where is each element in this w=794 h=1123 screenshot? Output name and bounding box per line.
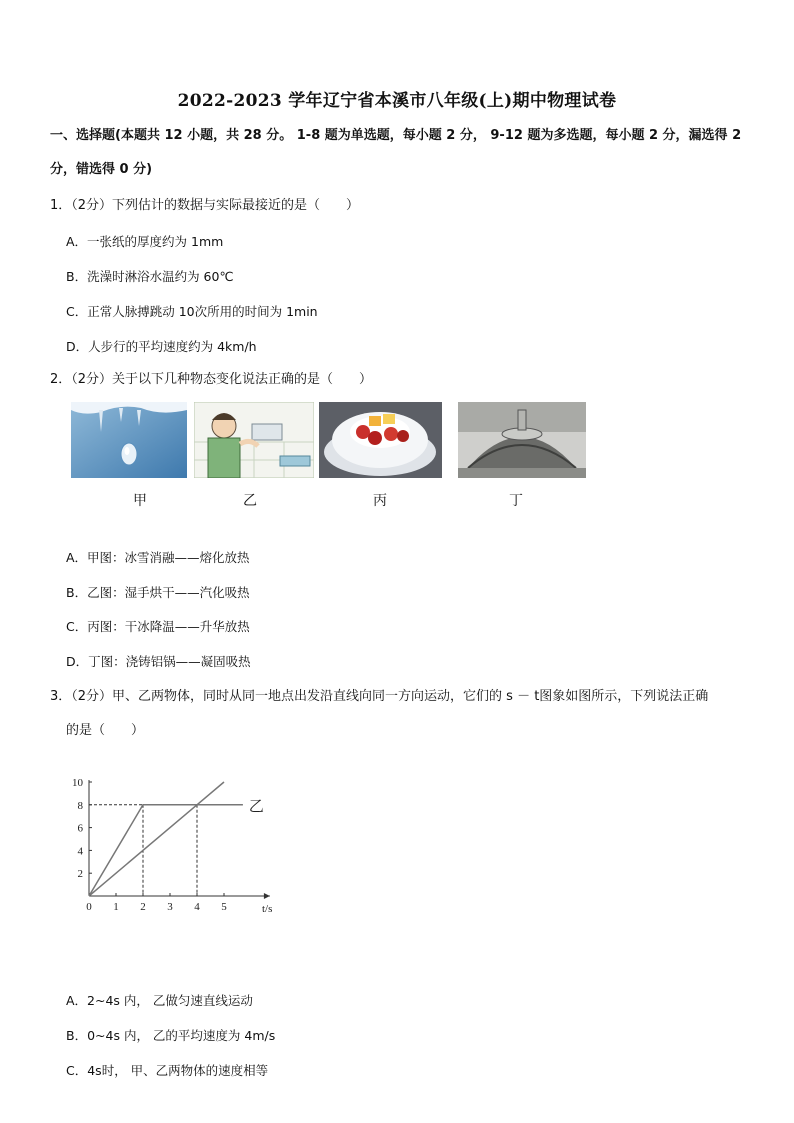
x-tick-label: 3 (167, 901, 173, 913)
y-tick-label: 4 (77, 845, 83, 858)
question-3-option-b: B．0~4s 内， 乙的平均速度为 4m/s (66, 1028, 276, 1043)
question-3-stem-line1: 3．（2分）甲、乙两物体，同时从同一地点出发沿直线向同一方向运动，它们的 s － t图象如图所示，下列说法正确 (50, 689, 709, 704)
section-instructions-line1: 一、选择题(本题共 12 小题，共 28 分。 1-8 题为单选题，每小题 2 分， 9-12 题为多选题，每小题 2 分，漏选得 2 (50, 128, 742, 143)
x-tick-label: 2 (140, 901, 146, 913)
question-1-option-d: D．人步行的平均速度约为 4km/h (66, 339, 257, 354)
question-2-option-c: C．丙图：干冰降温——升华放热 (66, 619, 250, 634)
x-tick-label: 1 (113, 901, 119, 913)
series-line-yi (89, 805, 243, 896)
y-tick-label: 6 (77, 822, 83, 835)
x-tick-label: 0 (86, 901, 92, 913)
y-tick-label: 10 (72, 777, 83, 789)
question-3-stem-line2: 的是（ ） (66, 723, 145, 738)
x-axis-arrow (264, 893, 270, 899)
x-tick-label: 4 (194, 901, 200, 913)
figure-caption-yi: 乙 (243, 493, 257, 509)
figure-caption-ding: 丁 (509, 493, 523, 509)
figure-caption-bing: 丙 (373, 493, 387, 509)
question-1-stem: 1．（2分）下列估计的数据与实际最接近的是（ ） (50, 198, 360, 213)
series-label-yi: 乙 (248, 796, 264, 815)
question-1-option-b: B．洗澡时淋浴水温约为 60℃ (66, 269, 234, 284)
question-3-option-c: C．4s时， 甲、乙两物体的速度相等 (66, 1063, 269, 1078)
question-3-option-a: A．2~4s 内， 乙做匀速直线运动 (66, 993, 253, 1008)
figure-jia-melting-ice (71, 402, 187, 478)
question-2-option-a: A．甲图：冰雪消融——熔化放热 (66, 550, 250, 565)
x-tick-label: 5 (221, 901, 227, 913)
question-2-stem: 2．（2分）关于以下几种物态变化说法正确的是（ ） (50, 372, 373, 387)
section-instructions-line2: 分，错选得 0 分) (50, 162, 153, 177)
question-2-option-b: B．乙图：湿手烘干——汽化吸热 (66, 585, 250, 600)
y-tick-label: 2 (77, 868, 83, 881)
x-axis-label: t/s (261, 903, 273, 915)
question-1-option-a: A．一张纸的厚度约为 1mm (66, 234, 224, 249)
figure-bing-dry-ice (319, 402, 442, 478)
figure-yi-hand-dryer (194, 402, 314, 478)
figure-caption-jia: 甲 (133, 493, 147, 509)
page-title: 2022-2023 学年辽宁省本溪市八年级(上)期中物理试卷 (177, 91, 617, 111)
s-t-graph (60, 776, 290, 925)
s-t-graph-svg (60, 776, 290, 921)
figure-ding-casting-pot (458, 402, 586, 478)
question-2-option-d: D．丁图：浇铸铝锅——凝固吸热 (66, 654, 251, 669)
y-tick-label: 8 (77, 799, 83, 812)
series-line-jia (89, 782, 224, 896)
question-1-option-c: C．正常人脉搏跳动 10次所用的时间为 1min (66, 304, 318, 319)
